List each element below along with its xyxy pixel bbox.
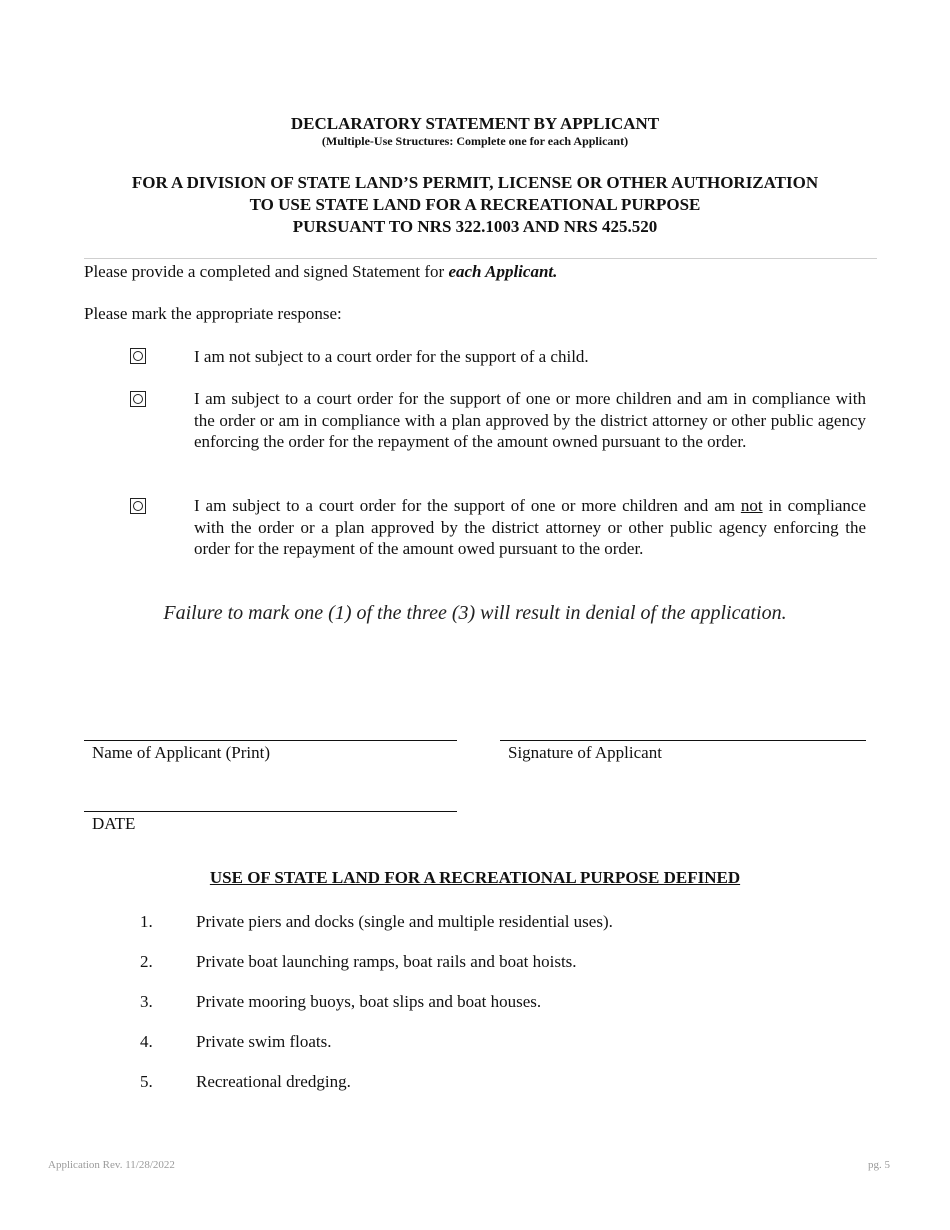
option-3-text-before: I am subject to a court order for the support of one or more children and am — [194, 496, 741, 515]
list-item-number: 2. — [140, 952, 153, 971]
definitions-title-text: USE OF STATE LAND FOR A RECREATIONAL PURPOSE DEFINED — [209, 868, 741, 887]
option-3-radio[interactable] — [130, 498, 146, 514]
list-item: Private swim floats. — [196, 1032, 332, 1051]
radio-circle-icon — [133, 394, 143, 404]
option-3-text — [194, 495, 866, 560]
signature-line[interactable] — [500, 740, 866, 741]
radio-circle-icon — [133, 501, 143, 511]
document-subtitle: (Multiple-Use Structures: Complete one for each Applicant) — [321, 134, 629, 148]
list-item-number: 4. — [140, 1032, 153, 1051]
revision-footer: Application Rev. 11/28/2022 — [48, 1159, 175, 1171]
denial-warning: Failure to mark one (1) of the three (3) will result in denial of the application. — [163, 602, 787, 624]
name-label: Name of Applicant (Print) — [92, 743, 270, 762]
header-divider — [84, 258, 877, 259]
provide-instruction — [84, 262, 557, 282]
date-label: DATE — [92, 814, 136, 833]
option-1-radio[interactable] — [130, 348, 146, 364]
list-item: Private piers and docks (single and multiple residential uses). — [196, 912, 613, 931]
option-3-text-after: in compliance with the order or a plan approved by the district attorney or other public agency enforcing the order for the repayment of the amount owed pursuant to the order. — [194, 496, 866, 558]
purpose-line-2: TO USE STATE LAND FOR A RECREATIONAL PURPOSE — [249, 195, 701, 214]
purpose-line-1: FOR A DIVISION OF STATE LAND’S PERMIT, LICENSE OR OTHER AUTHORIZATION — [131, 173, 819, 192]
option-3-underlined: not — [740, 496, 763, 515]
option-1-text: I am not subject to a court order for the support of a child. — [194, 347, 589, 366]
definitions-title — [0, 868, 950, 888]
list-item-number: 1. — [140, 912, 153, 931]
list-item-number: 3. — [140, 992, 153, 1011]
option-2-radio[interactable] — [130, 391, 146, 407]
date-line[interactable] — [84, 811, 457, 812]
provide-text: Please provide a completed and signed Statement for — [84, 262, 449, 281]
signature-label: Signature of Applicant — [508, 743, 662, 762]
option-2-text: I am subject to a court order for the support of one or more children and am in compliance with the order or am in compliance with a plan approved by the district attorney or other public agency enforcing the order for the repayment of the amount owned pursuant to the order. — [194, 389, 866, 451]
document-title: DECLARATORY STATEMENT BY APPLICANT — [290, 114, 660, 133]
mark-instruction: Please mark the appropriate response: — [84, 304, 342, 323]
purpose-heading — [0, 172, 950, 238]
list-item: Private mooring buoys, boat slips and boat houses. — [196, 992, 542, 1011]
name-signature-line[interactable] — [84, 740, 457, 741]
list-item-number: 5. — [140, 1072, 153, 1091]
purpose-line-3: PURSUANT TO NRS 322.1003 AND NRS 425.520 — [292, 217, 658, 236]
page-number: pg. 5 — [868, 1159, 890, 1171]
radio-circle-icon — [133, 351, 143, 361]
provide-emphasis: each Applicant. — [448, 262, 558, 281]
list-item: Private boat launching ramps, boat rails and boat hoists. — [196, 952, 577, 971]
list-item: Recreational dredging. — [196, 1072, 351, 1091]
